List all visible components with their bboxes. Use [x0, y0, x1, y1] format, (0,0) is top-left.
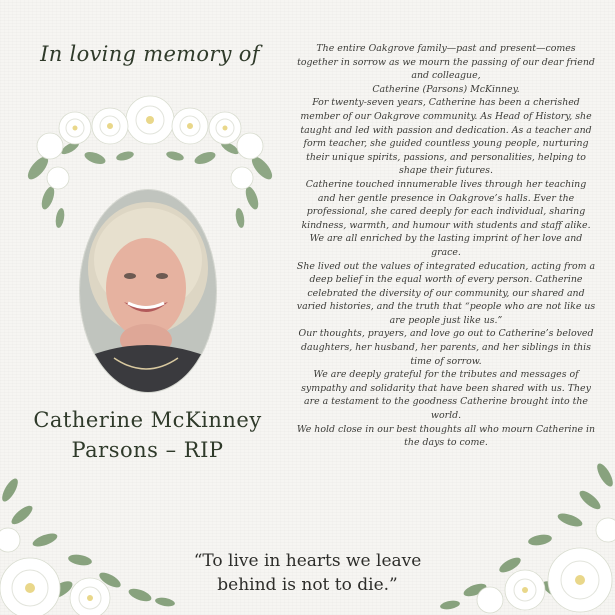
closing-quote [150, 549, 465, 597]
deceased-name [20, 405, 275, 465]
tribute-paragraph: Catherine (Parsons) McKinney. [372, 83, 520, 95]
floral-corner-bottom-left [0, 470, 180, 615]
tribute-paragraph: For twenty-seven years, Catherine has been a cherished member of our Oakgrove community. As Head of History, she taught and led with passion and dedication. As a teacher and form teacher, she guided countless young people, nurturing their unique spirits, passions, and personalities, helping to shape their futures. [300, 97, 592, 177]
tribute-paragraph: We are deeply grateful for the tributes and messages of sympathy and solidarity that have been shared with us. They are a testament to the goodness Catherine brought into the world. [301, 369, 591, 422]
quote-line-1: “To live in hearts we leave [193, 551, 422, 571]
tribute-paragraph: She lived out the values of integrated education, acting from a deep belief in the equal worth of every person. Catherine celebrated the diversity of our community, our shared and varied histories, and the truth that “people who are not like us are people just like us.” [296, 260, 596, 326]
floral-corner-bottom-right [430, 460, 615, 615]
tribute-paragraph: Our thoughts, prayers, and love go out to Catherine’s beloved daughters, her husband, her parents, and her siblings in this time of sorrow. [298, 328, 594, 367]
name-line-2: Parsons – RIP [71, 438, 224, 462]
memorial-heading: In loving memory of [40, 42, 260, 66]
tribute-paragraph: The entire Oakgrove family—past and present—comes together in sorrow as we mourn the passing of our dear friend and colleague, [297, 43, 595, 82]
portrait-photo [80, 190, 216, 392]
tribute-text [296, 42, 596, 450]
quote-line-2: behind is not to die.” [217, 575, 398, 595]
tribute-paragraph: We hold close in our best thoughts all who mourn Catherine in the days to come. [296, 423, 596, 449]
name-line-1: Catherine McKinney [33, 408, 262, 432]
tribute-paragraph: Catherine touched innumerable lives through her teaching and her gentle presence in Oakgrove’s halls. Ever the professional, she cared deeply for each individual, sharing kindness, warmth, and humour with students and staff alike. We are all enriched by the lasting imprint of her love and grace. [301, 178, 591, 258]
